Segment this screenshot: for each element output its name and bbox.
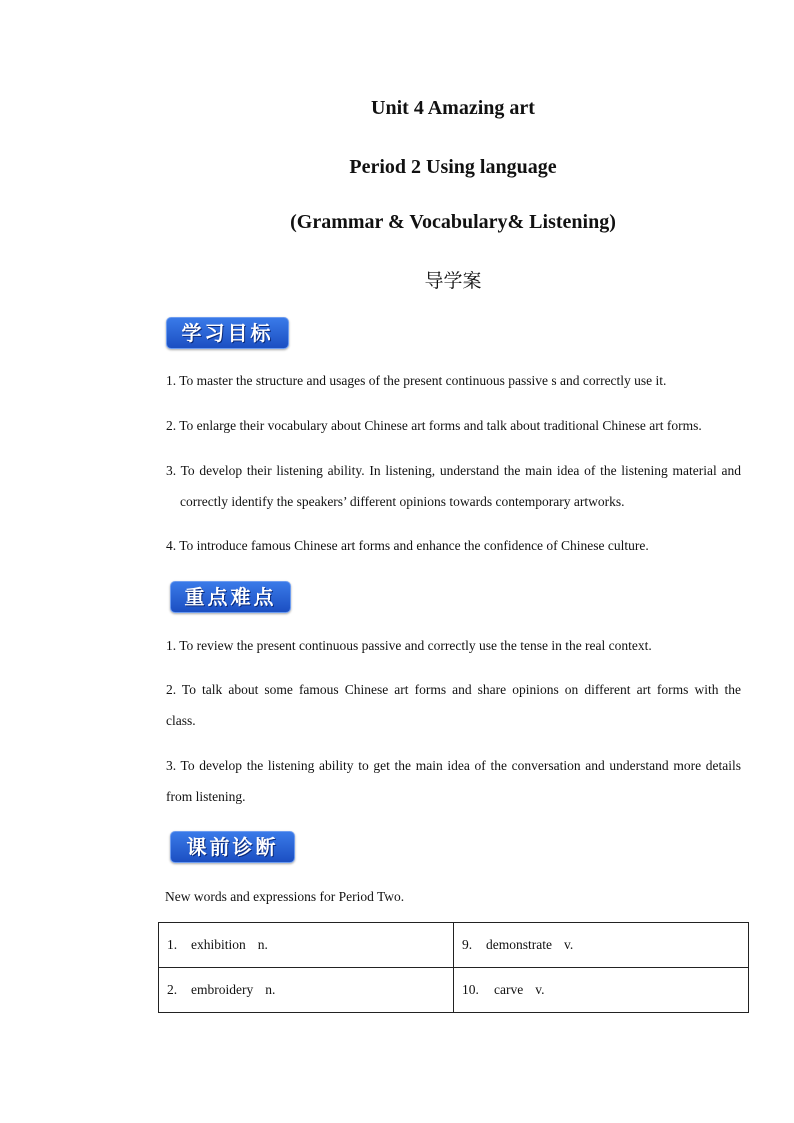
vocab-pos: v.: [563, 937, 574, 952]
vocab-word: exhibition: [191, 937, 246, 952]
vocab-cell: [454, 923, 749, 968]
vocab-number: 1.: [167, 937, 178, 952]
vocab-pos: n.: [265, 982, 276, 997]
objective-item: 3. To develop their listening ability. In listening, understand the main idea of the listening material and: [166, 463, 741, 478]
table-row: [159, 923, 749, 968]
diagnosis-badge: 课前诊断: [170, 831, 295, 863]
vocab-number: 10.: [462, 982, 479, 997]
period-title: Period 2 Using language: [349, 156, 557, 178]
objective-item-continued: correctly identify the speakers’ different opinions towards contemporary artworks.: [180, 494, 625, 509]
key-point-item: 3. To develop the listening ability to get the main idea of the conversation and understand more details: [166, 758, 741, 773]
vocab-number: 9.: [462, 937, 473, 952]
subtitle: (Grammar & Vocabulary& Listening): [290, 211, 616, 233]
vocab-cell: [159, 923, 454, 968]
vocab-number: 2.: [167, 982, 178, 997]
key-points-badge: 重点难点: [170, 581, 291, 613]
table-row: [159, 968, 749, 1013]
vocab-intro: New words and expressions for Period Two.: [165, 889, 405, 904]
vocab-cell: [454, 968, 749, 1013]
unit-title: Unit 4 Amazing art: [371, 97, 535, 119]
vocab-pos: v.: [535, 982, 545, 997]
objectives-badge: 学习目标: [166, 317, 289, 349]
objective-item: 2. To enlarge their vocabulary about Chinese art forms and talk about traditional Chinese art forms.: [166, 418, 702, 433]
vocab-word: carve: [494, 982, 524, 997]
key-point-item-continued: from listening.: [166, 789, 246, 804]
vocab-cell: [159, 968, 454, 1013]
vocab-pos: n.: [257, 937, 268, 952]
key-point-item-continued: class.: [166, 713, 196, 728]
vocab-word: embroidery: [191, 982, 254, 997]
objective-item: 1. To master the structure and usages of the present continuous passive s and correctly use it.: [166, 373, 667, 388]
vocab-word: demonstrate: [486, 937, 552, 952]
key-point-item: 2. To talk about some famous Chinese art forms and share opinions on different art forms with the: [166, 682, 741, 697]
study-plan-label: 导学案: [424, 270, 482, 292]
objective-item: 4. To introduce famous Chinese art forms and enhance the confidence of Chinese culture.: [166, 538, 649, 553]
vocab-table: [158, 922, 749, 1013]
key-point-item: 1. To review the present continuous passive and correctly use the tense in the real context.: [166, 638, 652, 653]
